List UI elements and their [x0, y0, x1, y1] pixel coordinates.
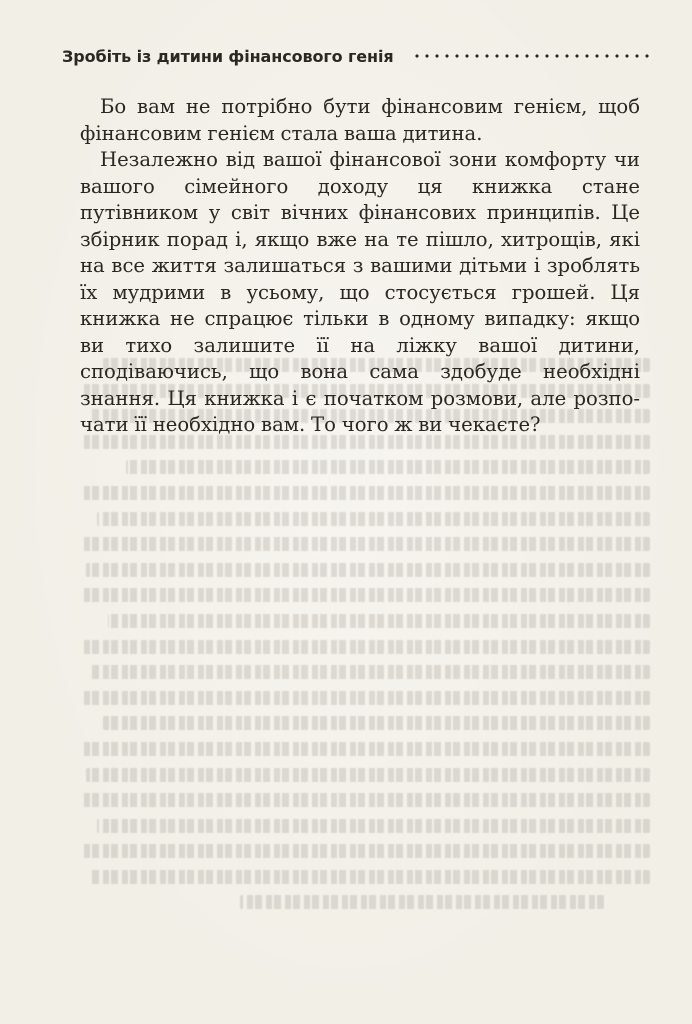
show-through-line: [240, 895, 605, 909]
show-through-line: [86, 563, 650, 577]
running-header-title: Зробіть із дитини фінансового генія: [62, 46, 394, 66]
show-through-line: [97, 512, 650, 526]
show-through-line: [86, 768, 650, 782]
show-through-line: [80, 537, 650, 551]
show-through-line: [103, 716, 650, 730]
show-through-text: [80, 358, 650, 948]
show-through-line: [91, 665, 650, 679]
show-through-line: [80, 844, 650, 858]
page-number-show-through: [332, 968, 362, 986]
show-through-line: [97, 819, 650, 833]
dotted-leader: [412, 54, 652, 58]
running-header: [62, 44, 652, 68]
show-through-line: [80, 640, 650, 654]
show-through-line: [91, 870, 650, 884]
show-through-line: [109, 614, 651, 628]
show-through-line: [80, 742, 650, 756]
show-through-line: [126, 460, 650, 474]
show-through-line: [80, 691, 650, 705]
paragraph: Бо вам не потрібно бути фінансовим генієм, щоб фінансовим генієм стала ваша дитина.: [80, 95, 640, 145]
body-text: [80, 94, 640, 439]
show-through-line: [80, 588, 650, 602]
show-through-line: [80, 486, 650, 500]
paragraph: Незалежно від вашої фінансової зони комфорту чи вашого сімейного доходу ця книжка стане путівником у світ вічних фінансових принципів. Це збірник порад і, якщо вже на те пішло, хитрощів, які на все життя залишаться з вашими дітьми і зроблять їх мудрими в усьому, що стосується грошей. Ця книжка не спрацює тільки в одному випадку: якщо ви тихо залишите її на ліжку вашої дитини, сподіваючись, що вона сама здобуде необхідні знання. Ця книжка і є початком розмови, але розпочати її необхідно вам. То чого ж ви чекаєте?: [80, 148, 640, 436]
show-through-line: [80, 793, 650, 807]
